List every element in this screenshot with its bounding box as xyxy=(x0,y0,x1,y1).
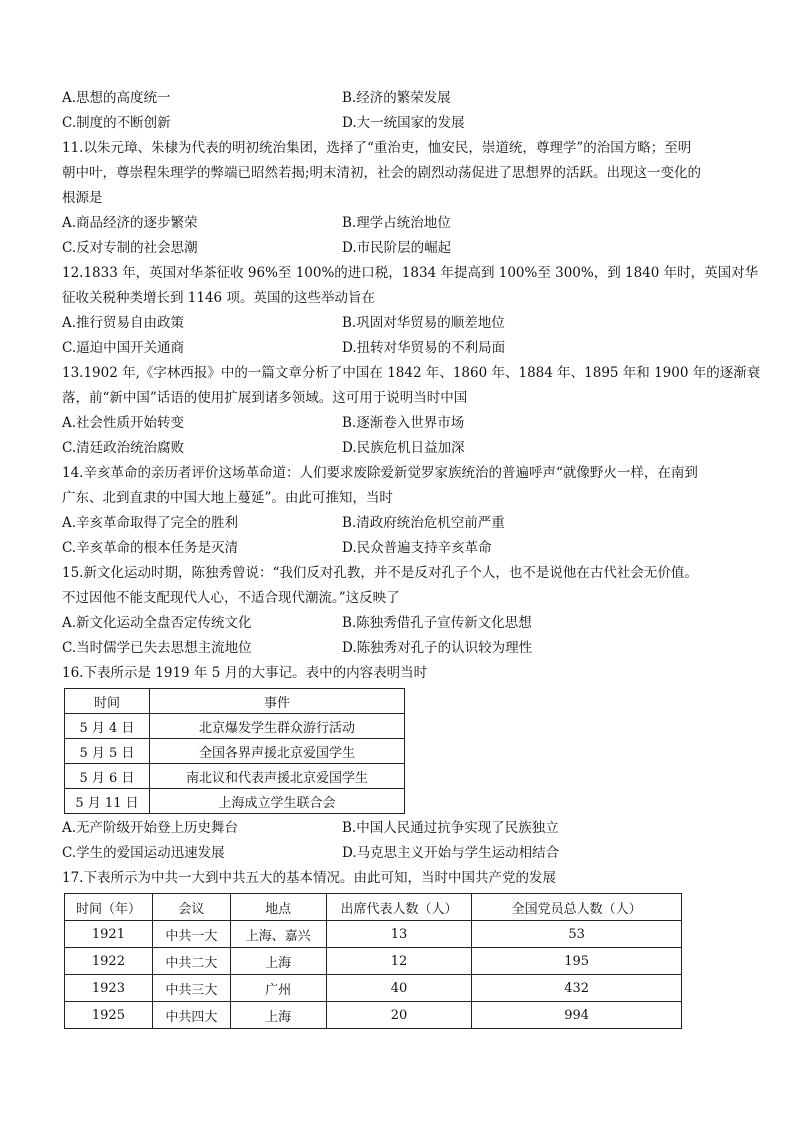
option-c: C.清廷政治统治腐败 xyxy=(62,440,185,456)
question-stem-line: 16.下表所示是 1919 年 5 月的大事记。表中的内容表明当时 xyxy=(62,665,428,681)
table-cell: 195 xyxy=(472,948,682,975)
exam-page xyxy=(62,86,761,1029)
question-10-options xyxy=(62,86,742,136)
option-a: A.思想的高度统一 xyxy=(62,90,171,106)
table-header-cell: 时间（年） xyxy=(65,894,153,921)
table-cell: 5 月 4 日 xyxy=(65,714,150,739)
option-row xyxy=(62,411,742,436)
option-row xyxy=(62,336,742,361)
option-row xyxy=(62,436,742,461)
option-c: C.辛亥革命的根本任务是灭清 xyxy=(62,540,239,556)
question-17 xyxy=(62,866,742,1029)
question-13 xyxy=(62,361,761,461)
table-cell: 5 月 11 日 xyxy=(65,789,150,814)
option-b: B.巩固对华贸易的顺差地位 xyxy=(342,315,505,331)
option-row xyxy=(62,636,742,661)
table-cell: 南北议和代表声援北京爱国学生 xyxy=(150,764,405,789)
question-stem-line: 13.1902 年,《字林西报》中的一篇文章分析了中国在 1842 年、1860 年、1884 年、1895 年和 1900 年的逐渐衰 xyxy=(62,365,761,381)
option-c: C.逼迫中国开关通商 xyxy=(62,340,185,356)
table-cell: 广州 xyxy=(230,975,326,1002)
table-header-cell: 会议 xyxy=(152,894,230,921)
option-d: D.扭转对华贸易的不利局面 xyxy=(342,340,506,356)
table-header-row xyxy=(65,894,682,921)
question-stem-line: 17.下表所示为中共一大到中共五大的基本情况。由此可知，当时中国共产党的发展 xyxy=(62,870,556,886)
table-cell: 上海 xyxy=(230,1002,326,1029)
option-d: D.市民阶层的崛起 xyxy=(342,240,452,256)
table-cell: 上海 xyxy=(230,948,326,975)
table-cell: 上海、嘉兴 xyxy=(230,921,326,948)
option-a: A.社会性质开始转变 xyxy=(62,415,185,431)
option-c: C.学生的爱国运动迅速发展 xyxy=(62,845,225,861)
table-header-cell: 地点 xyxy=(230,894,326,921)
table-cell: 中共四大 xyxy=(152,1002,230,1029)
question-14 xyxy=(62,461,742,561)
table-cell: 上海成立学生联合会 xyxy=(150,789,405,814)
question-stem-line: 15.新文化运动时期，陈独秀曾说：“我们反对孔教，并不是反对孔子个人，也不是说他在古代社会无价值。 xyxy=(62,565,698,581)
option-a: A.辛亥革命取得了完全的胜利 xyxy=(62,515,239,531)
table-row xyxy=(65,714,405,739)
option-row xyxy=(62,86,742,111)
option-c: C.反对专制的社会思潮 xyxy=(62,240,198,256)
question-12 xyxy=(62,261,759,361)
table-cell: 432 xyxy=(472,975,682,1002)
table-cell: 1925 xyxy=(65,1002,153,1029)
table-cell: 13 xyxy=(326,921,472,948)
option-b: B.逐渐卷入世界市场 xyxy=(342,415,465,431)
table-row xyxy=(65,764,405,789)
option-c: C.当时儒学已失去思想主流地位 xyxy=(62,640,252,656)
option-row xyxy=(62,841,742,866)
question-stem-line: 朝中叶，尊崇程朱理学的弊端已昭然若揭;明末清初，社会的剧烈动荡促进了思想界的活跃。出现这一变化的 xyxy=(62,165,702,181)
option-row xyxy=(62,211,742,236)
table-header-cell: 全国党员总人数（人） xyxy=(472,894,682,921)
table-cell: 1923 xyxy=(65,975,153,1002)
table-cell: 中共三大 xyxy=(152,975,230,1002)
option-a: A.商品经济的逐步繁荣 xyxy=(62,215,198,231)
question-stem-line: 11.以朱元璋、朱棣为代表的明初统治集团，选择了“重治吏，恤安民，崇道统，尊理学”的治国方略；至明 xyxy=(62,140,692,156)
table-header-cell: 出席代表人数（人） xyxy=(326,894,472,921)
table-row xyxy=(65,921,682,948)
question-15 xyxy=(62,561,742,661)
option-row xyxy=(62,311,742,336)
option-b: B.陈独秀借孔子宣传新文化思想 xyxy=(342,615,532,631)
table-cell: 全国各界声援北京爱国学生 xyxy=(150,739,405,764)
question-11 xyxy=(62,136,742,261)
option-d: D.民众普遍支持辛亥革命 xyxy=(342,540,492,556)
question-stem-line: 征收关税种类增长到 1146 项。英国的这些举动旨在 xyxy=(62,290,375,306)
option-a: A.无产阶级开始登上历史舞台 xyxy=(62,820,239,836)
table-cell: 1921 xyxy=(65,921,153,948)
table-cell: 53 xyxy=(472,921,682,948)
question-stem-line: 不过因他不能支配现代人心，不适合现代潮流。”这反映了 xyxy=(62,590,400,606)
option-row xyxy=(62,816,742,841)
table-row xyxy=(65,975,682,1002)
table-cell: 5 月 5 日 xyxy=(65,739,150,764)
option-row xyxy=(62,111,742,136)
table-cell: 1922 xyxy=(65,948,153,975)
table-row xyxy=(65,948,682,975)
option-a: A.推行贸易自由政策 xyxy=(62,315,185,331)
option-d: D.马克思主义开始与学生运动相结合 xyxy=(342,845,560,861)
table-header-cell: 事件 xyxy=(150,689,405,714)
table-row xyxy=(65,789,405,814)
question-stem-line: 14.辛亥革命的亲历者评价这场革命道：人们要求废除爱新觉罗家族统治的普遍呼声“就像野火一样，在南到 xyxy=(62,465,698,481)
table-cell: 中共一大 xyxy=(152,921,230,948)
events-table xyxy=(64,688,405,814)
table-cell: 40 xyxy=(326,975,472,1002)
table-header-row xyxy=(65,689,405,714)
option-row xyxy=(62,611,742,636)
question-stem-line: 广东、北到直隶的中国大地上蔓延”。由此可推知，当时 xyxy=(62,490,393,506)
option-c: C.制度的不断创新 xyxy=(62,115,171,131)
congress-table xyxy=(64,893,682,1029)
option-b: B.理学占统治地位 xyxy=(342,215,451,231)
table-cell: 中共二大 xyxy=(152,948,230,975)
table-cell: 5 月 6 日 xyxy=(65,764,150,789)
table-cell: 994 xyxy=(472,1002,682,1029)
question-stem-line: 落，前“新中国”话语的使用扩展到诸多领域。这可用于说明当时中国 xyxy=(62,390,468,406)
question-16 xyxy=(62,661,742,866)
table-header-cell: 时间 xyxy=(65,689,150,714)
option-d: D.陈独秀对孔子的认识较为理性 xyxy=(342,640,533,656)
option-d: D.大一统国家的发展 xyxy=(342,115,465,131)
option-row xyxy=(62,536,742,561)
table-row xyxy=(65,739,405,764)
table-cell: 12 xyxy=(326,948,472,975)
option-row xyxy=(62,236,742,261)
option-b: B.中国人民通过抗争实现了民族独立 xyxy=(342,820,559,836)
table-row xyxy=(65,1002,682,1029)
option-d: D.民族危机日益加深 xyxy=(342,440,465,456)
question-stem-line: 12.1833 年，英国对华茶征收 96%至 100%的进口税，1834 年提高到 100%至 300%，到 1840 年时，英国对华 xyxy=(62,265,759,281)
table-cell: 北京爆发学生群众游行活动 xyxy=(150,714,405,739)
table-cell: 20 xyxy=(326,1002,472,1029)
option-b: B.经济的繁荣发展 xyxy=(342,90,451,106)
option-row xyxy=(62,511,742,536)
option-a: A.新文化运动全盘否定传统文化 xyxy=(62,615,252,631)
option-b: B.清政府统治危机空前严重 xyxy=(342,515,505,531)
question-stem-line: 根源是 xyxy=(62,190,103,206)
